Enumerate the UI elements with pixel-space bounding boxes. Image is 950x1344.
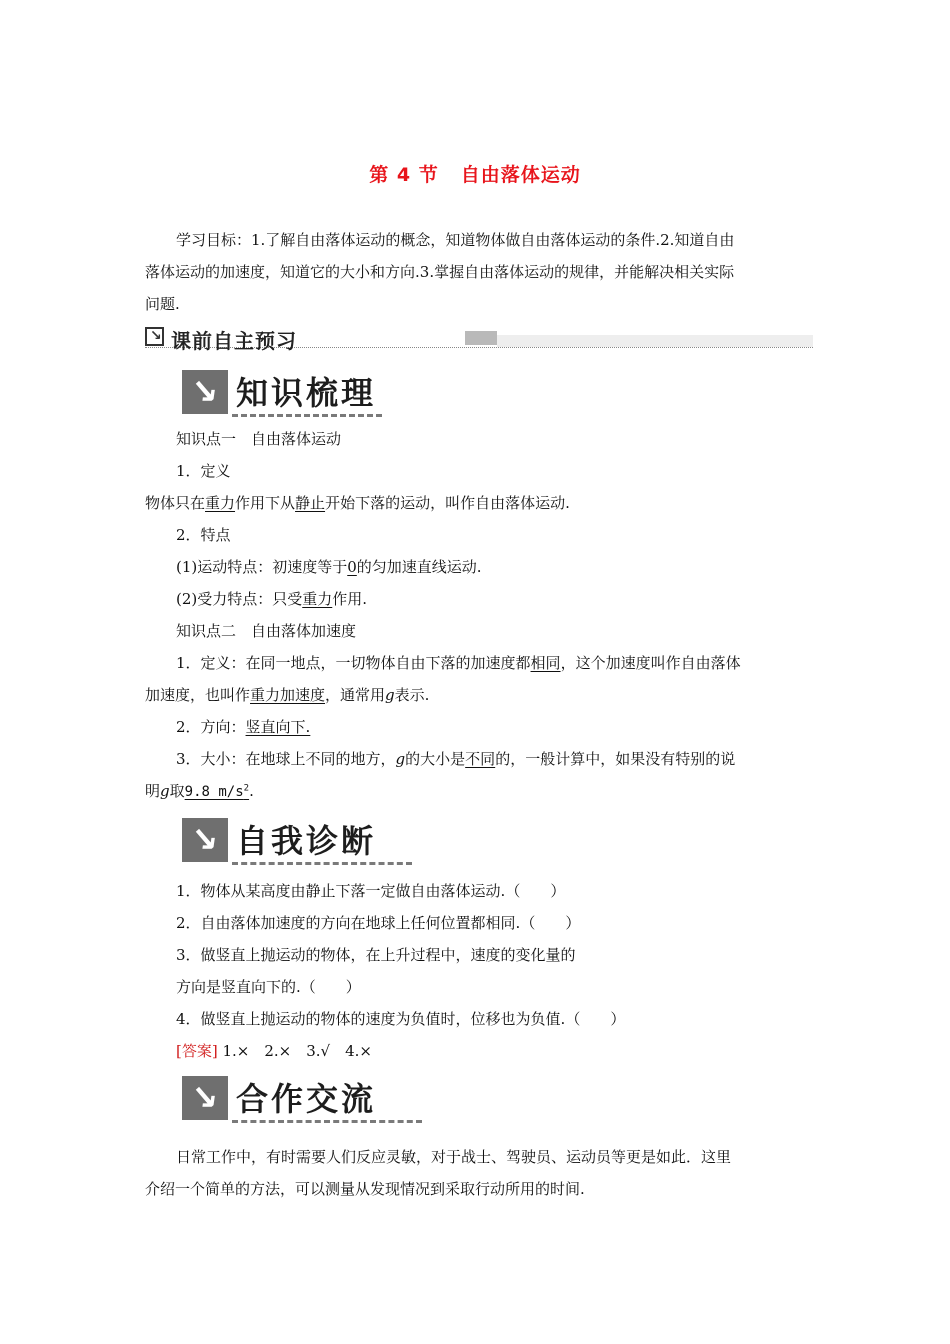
diagnosis-q1: 1．物体从某高度由静止下落一定做自由落体运动.（ ） [176, 882, 566, 900]
kp2-magnitude-line-1: 3．大小：在地球上不同的地方，g的大小是不同的，一般计算中，如果没有特别的说 [176, 750, 736, 768]
objectives-line-3: 问题. [145, 295, 180, 313]
knowledge-badge [182, 370, 392, 418]
cooperation-badge [182, 1076, 437, 1124]
kp1-feature-2: (2)受力特点：只受重力作用. [176, 590, 368, 608]
section-bar [145, 325, 813, 351]
kp2-def-line-1: 1．定义：在同一地点，一切物体自由下落的加速度都相同，这个加速度叫作自由落体 [176, 654, 741, 672]
answer-tag: [答案] [176, 1042, 218, 1060]
kp1-feat-heading: 2．特点 [176, 526, 231, 544]
blank-answer: 9.8 $m/s^2$ [184, 783, 250, 800]
blank-answer: 相同 [530, 654, 561, 672]
kp2-heading: 知识点二 自由落体加速度 [176, 622, 357, 640]
blank-answer: 竖直向下. [245, 718, 311, 736]
diagnosis-badge [182, 818, 422, 866]
objectives-line-1: 学习目标：1.了解自由落体运动的概念，知道物体做自由落体运动的条件.2.知道自由 [176, 231, 735, 249]
objectives-line-2: 落体运动的加速度，知道它的大小和方向.3.掌握自由落体运动的规律，并能解决相关实际 [145, 263, 735, 281]
arrow-icon: ↘ [182, 818, 228, 862]
cooperation-line-2: 介绍一个简单的方法，可以测量从发现情况到采取行动所用的时间. [145, 1180, 585, 1198]
cooperation-badge-label: 合作交流 [236, 1080, 377, 1118]
blank-answer: 不同 [465, 750, 496, 768]
kp1-def-text: 物体只在重力作用下从静止开始下落的运动，叫作自由落体运动. [145, 494, 570, 512]
kp2-direction: 2．方向：竖直向下. [176, 718, 311, 736]
blank-answer: 0 [347, 558, 357, 576]
diagnosis-q3-line-2: 方向是竖直向下的.（ ） [176, 978, 361, 996]
diagnosis-answers: [答案] 1.× 2.× 3.√ 4.× [176, 1042, 372, 1060]
knowledge-badge-label: 知识梳理 [236, 374, 377, 412]
page-title [0, 160, 950, 187]
blank-answer: 重力 [205, 494, 236, 512]
diagnosis-badge-label: 自我诊断 [236, 822, 377, 860]
section-arrow-icon: ↘ [145, 327, 164, 346]
diagnosis-q4: 4．做竖直上抛运动的物体的速度为负值时，位移也为负值.（ ） [176, 1010, 626, 1028]
kp2-magnitude-line-2: 明g取9.8 $m/s^2$. [145, 782, 254, 800]
section-number: 第 4 节 [369, 164, 439, 186]
diagnosis-q2: 2．自由落体加速度的方向在地球上任何位置都相同.（ ） [176, 914, 581, 932]
kp2-def-line-2: 加速度，也叫作重力加速度，通常用g表示. [145, 686, 430, 704]
blank-answer: 静止 [295, 494, 326, 512]
kp1-heading: 知识点一 自由落体运动 [176, 430, 342, 448]
kp1-def-heading: 1．定义 [176, 462, 231, 480]
arrow-icon: ↘ [182, 1076, 228, 1120]
blank-answer: 重力加速度 [250, 686, 326, 704]
arrow-icon: ↘ [182, 370, 228, 414]
kp1-feature-1: (1)运动特点：初速度等于0的匀加速直线运动. [176, 558, 482, 576]
section-bar-label: 课前自主预习 [171, 329, 297, 353]
blank-answer: 重力 [302, 590, 333, 608]
cooperation-line-1: 日常工作中，有时需要人们反应灵敏，对于战士、驾驶员、运动员等更是如此．这里 [176, 1148, 732, 1166]
diagnosis-q3-line-1: 3．做竖直上抛运动的物体，在上升过程中，速度的变化量的 [176, 946, 576, 964]
section-title: 自由落体运动 [460, 164, 581, 186]
